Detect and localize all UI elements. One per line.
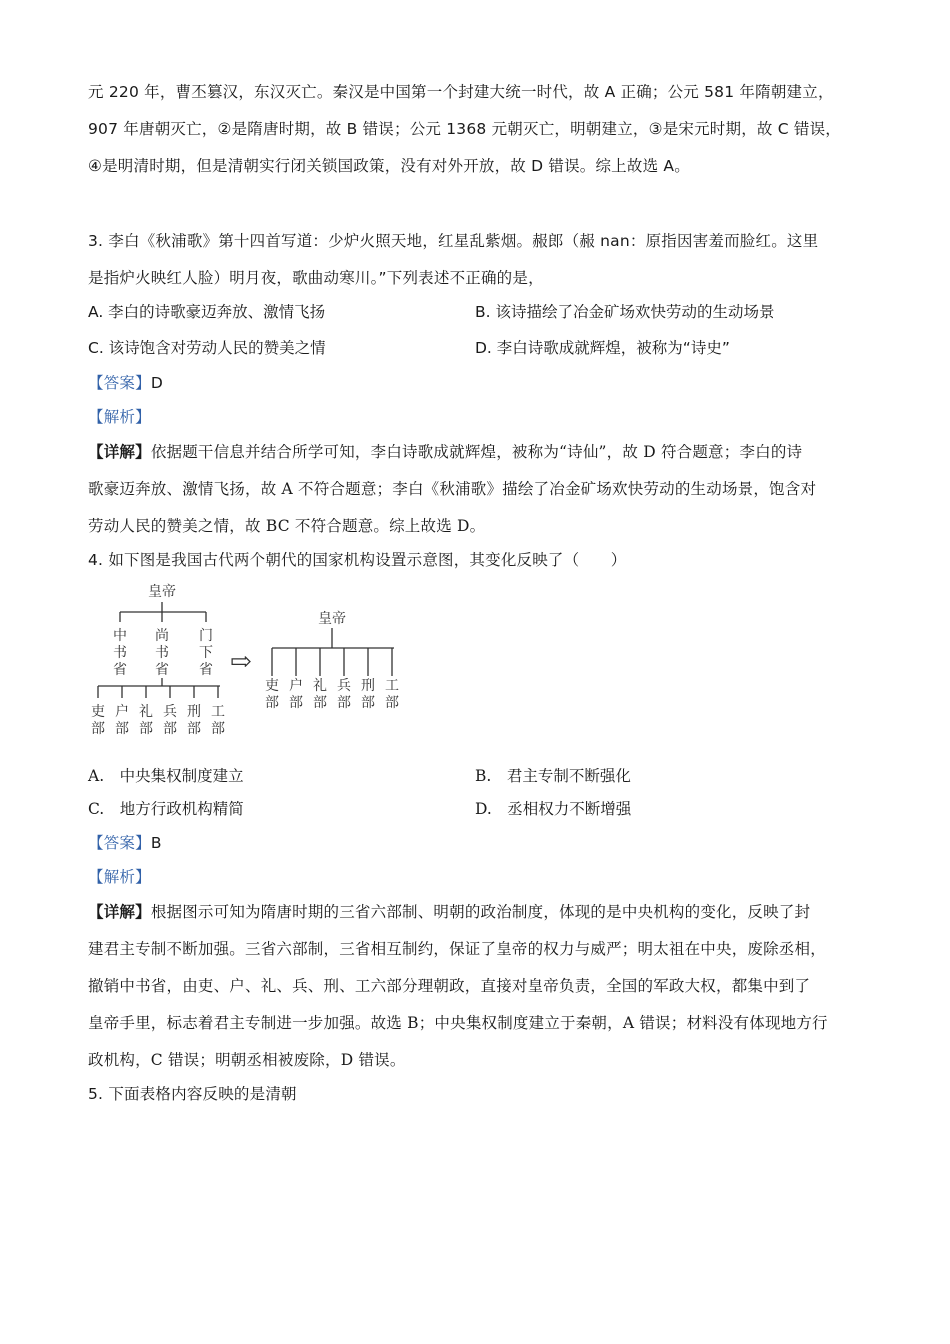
diagram-label-工部: 工部 <box>211 704 225 737</box>
right-emperor: 皇帝 <box>318 611 346 627</box>
diagram-label-吏部: 吏部 <box>265 678 279 711</box>
diagram-label-礼部: 礼部 <box>139 704 153 737</box>
left-liubu <box>91 703 225 737</box>
q3-analysis-label: 【解析】 <box>88 408 151 426</box>
q4-stem: 4. 如下图是我国古代两个朝代的国家机构设置示意图，其变化反映了（ ） <box>88 551 627 569</box>
q3-answer-label: 【答案】 <box>88 374 151 392</box>
diagram-label-刑部: 刑部 <box>361 678 375 711</box>
q3-option-a: A. 李白的诗歌豪迈奔放、激情飞扬 <box>88 303 326 321</box>
diagram-label-门下省: 门下省 <box>199 628 213 678</box>
q3-stem-line-2: 是指炉火映红人脸）明月夜，歌曲动寒川。”下列表述不正确的是， <box>88 269 544 287</box>
left-sansheng <box>113 627 213 678</box>
transition-arrow: ⇨ <box>230 647 252 677</box>
q3-detail-label: 【详解】 <box>88 443 151 461</box>
q4-detail-line-5: 政机构，C 错误；明朝丞相被废除，D 错误。 <box>88 1051 406 1069</box>
diagram-label-尚书省: 尚书省 <box>155 628 169 678</box>
q4-option-a: A. 中央集权制度建立 <box>88 767 244 785</box>
q3-answer <box>88 371 163 393</box>
q3-detail-line-3: 劳动人民的赞美之情，故 BC 不符合题意。综上故选 D。 <box>88 517 486 535</box>
q4-analysis-label: 【解析】 <box>88 868 151 886</box>
q3-option-b: B. 该诗描绘了冶金矿场欢快劳动的生动场景 <box>475 303 775 321</box>
q4-option-b: B. 君主专制不断强化 <box>475 767 631 785</box>
q4-detail-text-1: 根据图示可知为隋唐时期的三省六部制、明朝的政治制度，体现的是中央机构的变化，反映了封 <box>150 903 811 921</box>
q4-detail-line-3: 撤销中书省，由吏、户、礼、兵、刑、工六部分理朝政，直接对皇帝负责，全国的军政大权，都集中到了 <box>88 977 811 995</box>
q4-answer-label: 【答案】 <box>88 834 151 852</box>
diagram-label-户部: 户部 <box>115 704 129 737</box>
diagram-label-户部: 户部 <box>289 678 303 711</box>
q3-detail-line-2: 歌豪迈奔放、激情飞扬，故 A 不符合题意；李白《秋浦歌》描绘了冶金矿场欢快劳动的生动场景，饱含对 <box>88 480 817 498</box>
prev-analysis-line-1: 元 220 年，曹丕篡汉，东汉灭亡。秦汉是中国第一个封建大统一时代，故 A 正确；公元 581 年隋朝建立， <box>88 83 834 101</box>
q3-option-d: D. 李白诗歌成就辉煌，被称为“诗史” <box>475 339 730 357</box>
q4-detail-line-4: 皇帝手里，标志着君主专制进一步加强。故选 B；中央集权制度建立于秦朝，A 错误；材料没有体现地方行 <box>88 1014 828 1032</box>
q3-option-c: C. 该诗饱含对劳动人民的赞美之情 <box>88 339 326 357</box>
prev-analysis-line-2: 907 年唐朝灭亡，②是隋唐时期，故 B 错误；公元 1368 元朝灭亡，明朝建立，③是宋元时期，故 C 错误， <box>88 120 841 138</box>
left-emperor: 皇帝 <box>148 584 176 600</box>
q5-stem: 5. 下面表格内容反映的是清朝 <box>88 1085 297 1103</box>
diagram-label-刑部: 刑部 <box>187 704 201 737</box>
diagram-label-中书省: 中书省 <box>113 628 127 678</box>
diagram-label-兵部: 兵部 <box>163 704 177 737</box>
q3-answer-value: D <box>150 374 163 392</box>
q4-institution-diagram <box>88 578 418 743</box>
diagram-label-礼部: 礼部 <box>313 678 327 711</box>
q4-detail-line-2: 建君主专制不断加强。三省六部制，三省相互制约，保证了皇帝的权力与威严；明太祖在中央，废除丞相， <box>88 940 826 958</box>
q4-answer-value: B <box>150 834 162 852</box>
q3-detail-text-1: 依据题干信息并结合所学可知，李白诗歌成就辉煌，被称为“诗仙”，故 D 符合题意；李白的诗 <box>150 443 803 461</box>
q4-option-c: C. 地方行政机构精简 <box>88 800 244 818</box>
diagram-label-吏部: 吏部 <box>91 704 105 737</box>
q4-detail-line-1 <box>88 900 810 922</box>
q3-detail-line-1 <box>88 440 802 462</box>
q4-option-d: D. 丞相权力不断增强 <box>475 800 632 818</box>
diagram-label-工部: 工部 <box>385 678 399 711</box>
q4-detail-label: 【详解】 <box>88 903 151 921</box>
diagram-label-兵部: 兵部 <box>337 678 351 711</box>
q4-answer <box>88 831 162 853</box>
q3-stem-line-1: 3. 李白《秋浦歌》第十四首写道：少炉火照天地，红星乱紫烟。赧郎（赧 nan：原指因害羞而脸红。这里 <box>88 232 819 250</box>
right-liubu <box>265 677 399 711</box>
prev-analysis-line-3: ④是明清时期，但是清朝实行闭关锁国政策，没有对外开放，故 D 错误。综上故选 A。 <box>88 157 690 175</box>
